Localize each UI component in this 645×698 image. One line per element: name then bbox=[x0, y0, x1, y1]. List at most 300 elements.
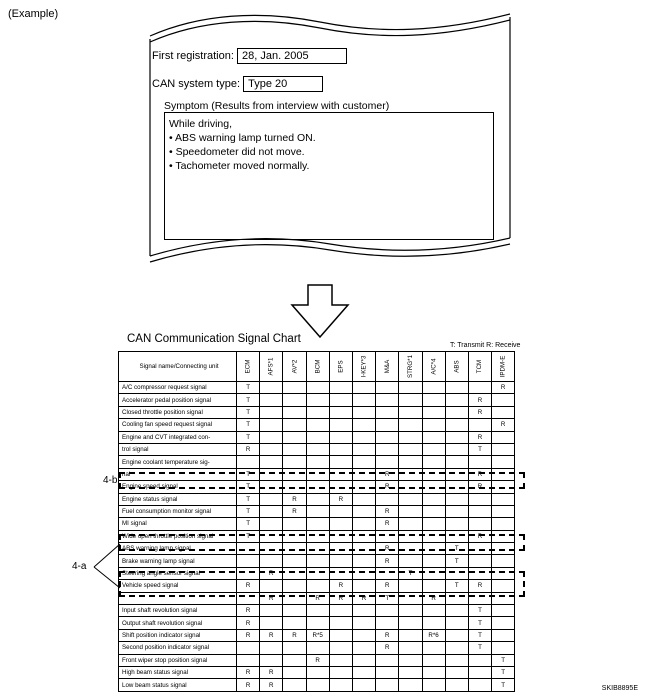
signal-cell bbox=[329, 456, 352, 468]
signal-cell bbox=[468, 666, 491, 678]
first-registration-label: First registration: bbox=[152, 49, 234, 62]
signal-cell bbox=[306, 431, 329, 443]
first-registration-field: 28, Jan. 2005 bbox=[237, 48, 347, 64]
signal-cell bbox=[492, 617, 515, 629]
signal-cell: R bbox=[492, 419, 515, 431]
column-header-label: EPS bbox=[337, 360, 345, 373]
signal-cell bbox=[352, 493, 375, 505]
signal-cell: R bbox=[468, 431, 491, 443]
signal-cell bbox=[445, 443, 468, 455]
symptom-title: Symptom (Results from interview with customer) bbox=[164, 100, 390, 112]
signal-cell: R bbox=[237, 617, 260, 629]
signal-cell: R bbox=[283, 629, 306, 641]
signal-cell bbox=[399, 394, 422, 406]
table-row bbox=[119, 666, 515, 678]
signal-cell bbox=[329, 394, 352, 406]
signal-name: nal bbox=[119, 468, 237, 480]
signal-cell bbox=[492, 518, 515, 530]
column-header bbox=[306, 352, 329, 382]
signal-cell bbox=[306, 456, 329, 468]
signal-cell: T bbox=[237, 530, 260, 542]
label-4b: 4-b bbox=[103, 475, 118, 486]
signal-cell bbox=[306, 443, 329, 455]
signal-cell bbox=[445, 666, 468, 678]
signal-cell: T bbox=[237, 394, 260, 406]
signal-cell bbox=[352, 605, 375, 617]
table-row bbox=[119, 431, 515, 443]
signal-cell bbox=[399, 493, 422, 505]
signal-cell bbox=[306, 555, 329, 567]
signal-cell: T bbox=[237, 382, 260, 394]
signal-name: Closed throttle position signal bbox=[119, 406, 237, 418]
signal-name: Accelerator pedal position signal bbox=[119, 394, 237, 406]
signal-cell bbox=[283, 394, 306, 406]
column-header-label: TCM bbox=[476, 359, 484, 374]
signal-cell bbox=[329, 555, 352, 567]
symptom-box bbox=[164, 112, 494, 240]
signal-cell bbox=[422, 394, 445, 406]
column-header-label: AFS*1 bbox=[267, 357, 275, 376]
signal-cell bbox=[237, 642, 260, 654]
signal-cell: R bbox=[260, 679, 283, 691]
signal-cell bbox=[352, 394, 375, 406]
signal-cell bbox=[422, 382, 445, 394]
down-arrow-icon bbox=[290, 283, 350, 339]
signal-cell bbox=[422, 654, 445, 666]
signal-cell bbox=[283, 617, 306, 629]
signal-cell: T bbox=[468, 642, 491, 654]
signal-cell: R bbox=[352, 592, 375, 604]
column-header bbox=[468, 352, 491, 382]
signal-cell: R bbox=[237, 666, 260, 678]
bracket-4a bbox=[92, 542, 122, 592]
signal-cell bbox=[352, 419, 375, 431]
column-header bbox=[376, 352, 399, 382]
signal-cell bbox=[492, 394, 515, 406]
symptom-line: • Tachometer moved normally. bbox=[169, 160, 310, 172]
signal-cell bbox=[260, 431, 283, 443]
symptom-line: • Speedometer did not move. bbox=[169, 146, 305, 158]
signal-cell bbox=[260, 419, 283, 431]
signal-cell: T bbox=[237, 493, 260, 505]
signal-cell: R bbox=[468, 394, 491, 406]
signal-cell: R bbox=[376, 642, 399, 654]
signal-cell: R*5 bbox=[306, 629, 329, 641]
signal-cell bbox=[468, 654, 491, 666]
signal-cell bbox=[492, 443, 515, 455]
signal-cell bbox=[237, 456, 260, 468]
signal-cell bbox=[492, 456, 515, 468]
signal-name: Wide open throttle position signal bbox=[119, 530, 237, 542]
signal-cell bbox=[352, 382, 375, 394]
signal-cell bbox=[422, 555, 445, 567]
signal-name: Second position indicator signal bbox=[119, 642, 237, 654]
signal-cell: T bbox=[468, 443, 491, 455]
signal-cell: R bbox=[237, 443, 260, 455]
column-header bbox=[283, 352, 306, 382]
column-header-label: A/C*4 bbox=[430, 358, 438, 375]
signal-cell bbox=[376, 406, 399, 418]
column-header-label: ECM bbox=[244, 359, 252, 374]
signal-name: Vehicle speed signal bbox=[119, 580, 237, 592]
signal-cell bbox=[422, 493, 445, 505]
signal-cell bbox=[283, 518, 306, 530]
table-row bbox=[119, 406, 515, 418]
signal-cell bbox=[422, 518, 445, 530]
signal-cell: R bbox=[260, 592, 283, 604]
signal-cell bbox=[260, 642, 283, 654]
signal-cell bbox=[329, 518, 352, 530]
signal-cell bbox=[376, 456, 399, 468]
signal-cell bbox=[352, 456, 375, 468]
signal-cell bbox=[445, 654, 468, 666]
signal-cell bbox=[329, 406, 352, 418]
signal-cell bbox=[306, 666, 329, 678]
signal-cell bbox=[329, 505, 352, 517]
table-row bbox=[119, 642, 515, 654]
signal-cell: T bbox=[492, 666, 515, 678]
signal-cell bbox=[283, 654, 306, 666]
signal-cell bbox=[376, 382, 399, 394]
column-header bbox=[329, 352, 352, 382]
signal-cell bbox=[445, 605, 468, 617]
signal-cell bbox=[260, 605, 283, 617]
column-header-label: I-KEY*3 bbox=[360, 355, 368, 378]
signal-cell bbox=[260, 505, 283, 517]
signal-cell bbox=[352, 555, 375, 567]
signal-cell bbox=[283, 419, 306, 431]
signal-cell bbox=[306, 406, 329, 418]
signal-cell bbox=[306, 518, 329, 530]
signal-cell bbox=[237, 654, 260, 666]
signal-cell bbox=[422, 431, 445, 443]
signal-cell bbox=[399, 431, 422, 443]
table-row bbox=[119, 443, 515, 455]
signal-cell bbox=[329, 642, 352, 654]
signal-cell: R bbox=[376, 580, 399, 592]
signal-cell bbox=[329, 654, 352, 666]
signal-cell: T bbox=[237, 468, 260, 480]
column-header bbox=[422, 352, 445, 382]
signal-cell: R bbox=[376, 629, 399, 641]
signal-cell bbox=[306, 419, 329, 431]
signal-cell: T bbox=[468, 629, 491, 641]
signal-cell: R bbox=[468, 468, 491, 480]
signal-cell: R bbox=[237, 605, 260, 617]
signal-cell bbox=[376, 605, 399, 617]
signal-cell: T bbox=[468, 605, 491, 617]
signal-cell bbox=[445, 629, 468, 641]
signal-cell bbox=[329, 666, 352, 678]
highlight-4a-speed bbox=[119, 571, 525, 597]
table-row bbox=[119, 382, 515, 394]
signal-cell bbox=[329, 679, 352, 691]
signal-cell: R bbox=[329, 580, 352, 592]
signal-cell bbox=[468, 382, 491, 394]
signal-cell bbox=[399, 555, 422, 567]
signal-name: Engine status signal bbox=[119, 493, 237, 505]
signal-cell bbox=[399, 666, 422, 678]
signal-cell: T bbox=[237, 419, 260, 431]
column-header bbox=[260, 352, 283, 382]
signal-cell bbox=[283, 382, 306, 394]
label-4a: 4-a bbox=[72, 561, 87, 572]
signal-cell bbox=[306, 382, 329, 394]
signal-cell: R bbox=[468, 530, 491, 542]
can-system-type-field: Type 20 bbox=[243, 76, 323, 92]
signal-name: A/C compressor request signal bbox=[119, 382, 237, 394]
signal-cell bbox=[468, 419, 491, 431]
signal-cell bbox=[468, 505, 491, 517]
signal-cell bbox=[445, 456, 468, 468]
signal-cell bbox=[352, 617, 375, 629]
signal-cell bbox=[260, 382, 283, 394]
signal-cell: R bbox=[376, 518, 399, 530]
signal-cell bbox=[399, 679, 422, 691]
signal-cell bbox=[260, 443, 283, 455]
signal-cell bbox=[422, 419, 445, 431]
signal-cell bbox=[260, 406, 283, 418]
signal-cell: R bbox=[376, 505, 399, 517]
signal-cell bbox=[399, 629, 422, 641]
signal-cell bbox=[260, 555, 283, 567]
signal-cell bbox=[399, 382, 422, 394]
signal-cell bbox=[492, 406, 515, 418]
signal-cell: R bbox=[260, 567, 283, 579]
signal-cell bbox=[306, 617, 329, 629]
signal-cell bbox=[260, 394, 283, 406]
signal-cell: T bbox=[237, 481, 260, 493]
signal-cell bbox=[260, 518, 283, 530]
signal-cell: T bbox=[237, 518, 260, 530]
signal-cell: R bbox=[376, 543, 399, 555]
signal-cell bbox=[492, 505, 515, 517]
signal-name: Steering angle sensor signal bbox=[119, 567, 237, 579]
signal-cell bbox=[468, 493, 491, 505]
column-header-label: STRG*1 bbox=[407, 354, 415, 379]
signal-cell: R bbox=[306, 592, 329, 604]
signal-cell bbox=[352, 431, 375, 443]
signal-name: Cooling fan speed request signal bbox=[119, 419, 237, 431]
signal-cell bbox=[492, 605, 515, 617]
symptom-line: While driving, bbox=[169, 118, 233, 130]
signal-cell bbox=[260, 456, 283, 468]
signal-cell bbox=[376, 679, 399, 691]
table-row bbox=[119, 394, 515, 406]
signal-cell bbox=[352, 654, 375, 666]
signal-name: Input shaft revolution signal bbox=[119, 605, 237, 617]
signal-cell: T bbox=[445, 580, 468, 592]
signal-cell: T bbox=[237, 431, 260, 443]
signal-name: Engine coolant temperature sig- bbox=[119, 456, 237, 468]
signal-cell bbox=[329, 382, 352, 394]
signal-cell: R bbox=[260, 666, 283, 678]
column-header bbox=[399, 352, 422, 382]
table-row bbox=[119, 456, 515, 468]
signal-cell: T bbox=[445, 555, 468, 567]
signal-cell bbox=[492, 431, 515, 443]
signal-cell bbox=[352, 666, 375, 678]
signal-cell bbox=[352, 443, 375, 455]
signal-cell bbox=[376, 394, 399, 406]
signal-name: Shift position indicator signal bbox=[119, 629, 237, 641]
signal-cell bbox=[399, 605, 422, 617]
signal-cell bbox=[376, 419, 399, 431]
signal-cell bbox=[329, 617, 352, 629]
signal-cell bbox=[468, 456, 491, 468]
symptom-line: • ABS warning lamp turned ON. bbox=[169, 132, 316, 144]
signal-cell bbox=[376, 431, 399, 443]
signal-cell bbox=[329, 419, 352, 431]
signal-cell bbox=[445, 394, 468, 406]
signal-cell bbox=[445, 431, 468, 443]
signal-cell bbox=[492, 493, 515, 505]
signal-name: High beam status signal bbox=[119, 666, 237, 678]
table-row bbox=[119, 518, 515, 530]
signal-cell bbox=[422, 679, 445, 691]
signal-name: Brake warning lamp signal bbox=[119, 555, 237, 567]
signal-cell bbox=[399, 617, 422, 629]
highlight-4a-abs bbox=[119, 534, 525, 551]
signal-cell bbox=[283, 666, 306, 678]
signal-cell bbox=[422, 406, 445, 418]
signal-cell bbox=[306, 679, 329, 691]
signal-cell bbox=[329, 431, 352, 443]
signal-cell: R bbox=[283, 493, 306, 505]
table-row bbox=[119, 617, 515, 629]
signal-cell: T bbox=[237, 406, 260, 418]
signal-cell: R bbox=[237, 580, 260, 592]
signal-cell bbox=[445, 617, 468, 629]
table-row bbox=[119, 555, 515, 567]
signal-cell: R bbox=[492, 382, 515, 394]
signal-cell bbox=[352, 406, 375, 418]
signal-cell: R bbox=[329, 493, 352, 505]
signal-name: ABS warning lamp signal bbox=[119, 543, 237, 555]
signal-cell bbox=[468, 679, 491, 691]
signal-cell bbox=[399, 518, 422, 530]
column-header bbox=[352, 352, 375, 382]
table-row bbox=[119, 419, 515, 431]
signal-cell bbox=[329, 443, 352, 455]
signal-cell: R bbox=[376, 481, 399, 493]
chart-legend: T: Transmit R: Receive bbox=[450, 342, 521, 349]
column-header bbox=[445, 352, 468, 382]
signal-cell bbox=[260, 617, 283, 629]
signal-cell bbox=[376, 666, 399, 678]
signal-cell: R bbox=[468, 580, 491, 592]
signal-cell bbox=[306, 605, 329, 617]
signal-cell: T bbox=[492, 679, 515, 691]
signal-cell bbox=[329, 605, 352, 617]
signal-name: trol signal bbox=[119, 443, 237, 455]
signal-cell bbox=[399, 443, 422, 455]
signal-cell: R bbox=[468, 481, 491, 493]
signal-cell bbox=[376, 654, 399, 666]
signal-cell: R bbox=[422, 592, 445, 604]
signal-cell bbox=[352, 518, 375, 530]
signal-cell: T bbox=[399, 567, 422, 579]
signal-cell bbox=[260, 493, 283, 505]
signal-cell bbox=[399, 654, 422, 666]
signal-name: Fuel consumption monitor signal bbox=[119, 505, 237, 517]
signal-cell bbox=[306, 642, 329, 654]
signal-cell: R bbox=[283, 505, 306, 517]
column-header-label: AV*2 bbox=[290, 359, 298, 374]
table-row bbox=[119, 493, 515, 505]
table-row bbox=[119, 629, 515, 641]
column-header-label: M&A bbox=[383, 359, 391, 374]
signal-cell bbox=[283, 555, 306, 567]
signal-cell bbox=[260, 654, 283, 666]
column-header bbox=[237, 352, 260, 382]
signal-cell bbox=[237, 555, 260, 567]
signal-cell bbox=[468, 555, 491, 567]
signal-cell bbox=[329, 629, 352, 641]
signal-cell bbox=[492, 629, 515, 641]
signal-cell bbox=[445, 679, 468, 691]
table-row bbox=[119, 605, 515, 617]
signal-cell: R*6 bbox=[422, 629, 445, 641]
signal-cell bbox=[306, 394, 329, 406]
header-signal-name: Signal name/Connecting unit bbox=[119, 352, 237, 382]
example-label: (Example) bbox=[8, 8, 59, 20]
signal-cell bbox=[445, 419, 468, 431]
signal-cell bbox=[399, 642, 422, 654]
signal-cell: R bbox=[237, 679, 260, 691]
signal-cell: R bbox=[329, 592, 352, 604]
column-header-label: ABS bbox=[453, 360, 461, 373]
signal-cell bbox=[445, 406, 468, 418]
can-system-type-label: CAN system type: bbox=[152, 77, 241, 90]
signal-cell bbox=[283, 642, 306, 654]
table-row bbox=[119, 505, 515, 517]
signal-cell bbox=[283, 679, 306, 691]
signal-cell bbox=[376, 493, 399, 505]
signal-cell bbox=[376, 617, 399, 629]
signal-cell bbox=[492, 642, 515, 654]
signal-cell bbox=[283, 605, 306, 617]
signal-cell bbox=[492, 555, 515, 567]
signal-cell bbox=[422, 617, 445, 629]
signal-cell bbox=[399, 419, 422, 431]
signal-cell bbox=[445, 382, 468, 394]
signal-cell bbox=[306, 505, 329, 517]
signal-cell bbox=[352, 679, 375, 691]
signal-cell bbox=[422, 456, 445, 468]
signal-cell bbox=[445, 642, 468, 654]
signal-cell bbox=[468, 518, 491, 530]
signal-cell: R bbox=[306, 654, 329, 666]
signal-cell bbox=[422, 642, 445, 654]
signal-cell bbox=[352, 505, 375, 517]
table-row bbox=[119, 654, 515, 666]
signal-cell bbox=[376, 443, 399, 455]
signal-cell bbox=[283, 443, 306, 455]
signal-name: Low beam status signal bbox=[119, 679, 237, 691]
column-header-label: IPDM-E bbox=[499, 355, 507, 378]
column-header-label: BCM bbox=[314, 359, 322, 374]
signal-cell: R bbox=[260, 629, 283, 641]
signal-cell bbox=[283, 456, 306, 468]
signal-name: MI signal bbox=[119, 518, 237, 530]
signal-cell: T bbox=[237, 505, 260, 517]
signal-cell bbox=[422, 443, 445, 455]
signal-cell bbox=[445, 518, 468, 530]
figure-code: SKIB8895E bbox=[601, 685, 638, 692]
signal-cell: T bbox=[445, 543, 468, 555]
signal-cell bbox=[422, 666, 445, 678]
